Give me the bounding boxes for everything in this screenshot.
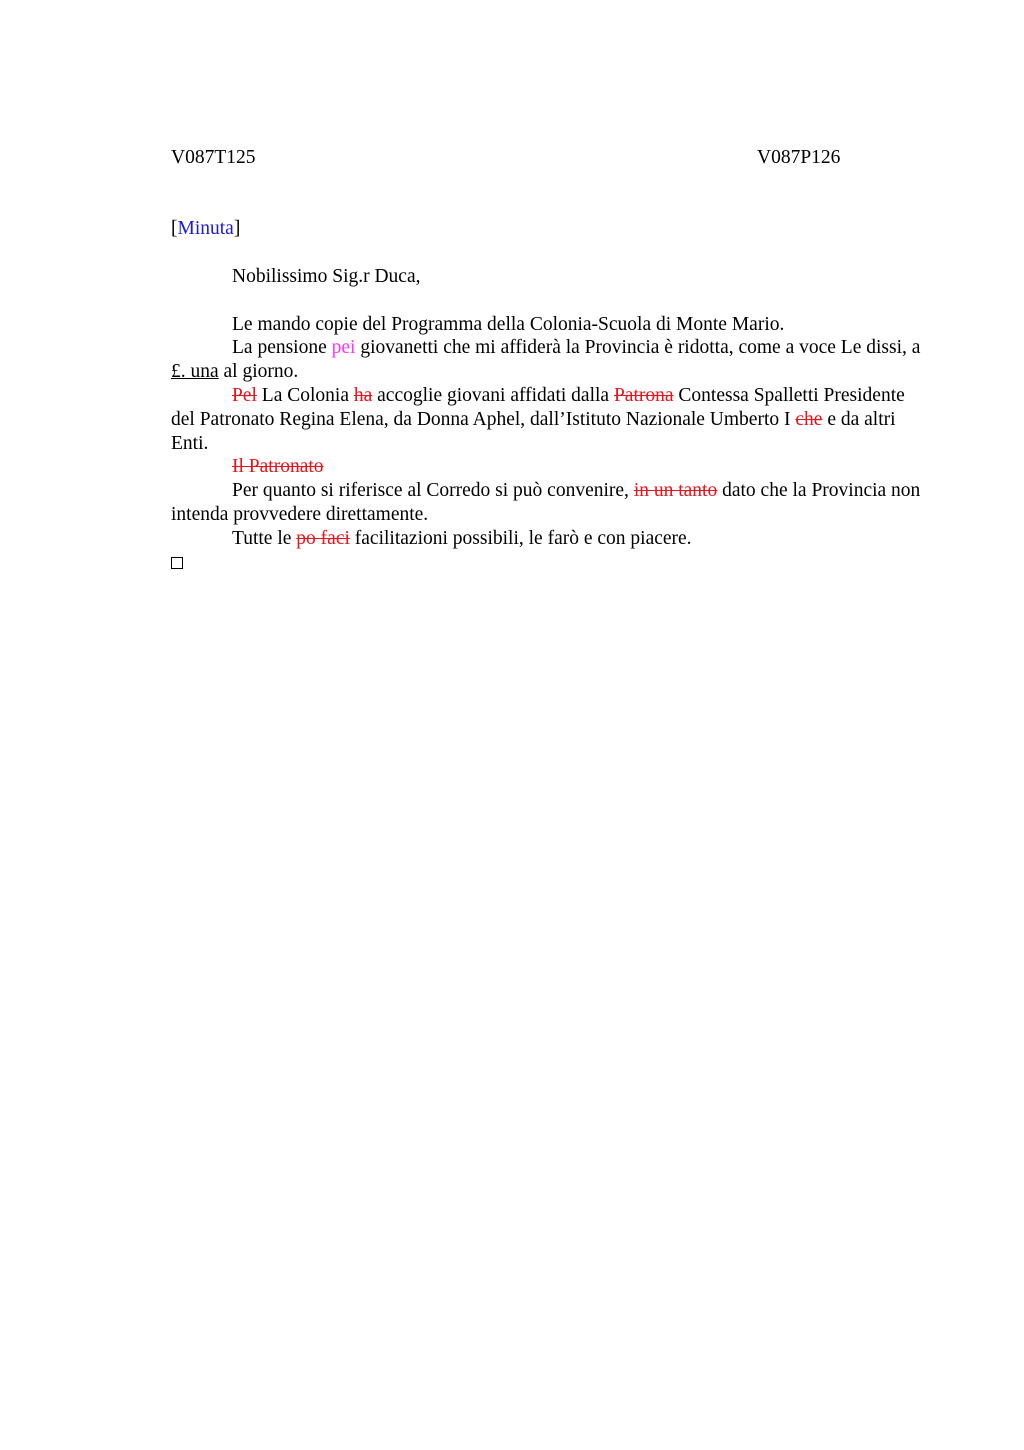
document-code-right: V087P126 [757, 147, 841, 168]
letter-paragraph-4 [171, 455, 931, 479]
document-header [171, 146, 927, 170]
label-close-bracket: ] [233, 218, 241, 239]
p3-deletion-4: che [795, 408, 823, 430]
end-marker [171, 551, 931, 576]
square-outline-icon [171, 557, 183, 569]
document-type-label [171, 217, 240, 241]
letter-body [171, 265, 931, 575]
letter-paragraph-3 [171, 384, 931, 455]
p2-text-b: giovanetti che mi affiderà la Provincia è ridotta, come a voce Le dissi, a [355, 337, 921, 359]
letter-paragraph-6 [171, 527, 931, 551]
p3-text-d: e da altri Enti. [171, 408, 896, 454]
p2-text-a: La pensione [232, 337, 332, 359]
p3-text-b: accoglie giovani affidati dalla [372, 384, 614, 406]
p2-highlighted-word: pei [331, 337, 356, 359]
letter-paragraph-2 [171, 336, 931, 384]
letter-salutation: Nobilissimo Sig.r Duca, [232, 266, 421, 287]
p5-text-a: Per quanto si riferisce al Corredo si può convenire, [232, 480, 634, 502]
p2-amount: £. una [171, 361, 219, 383]
p3-deletion-2: ha [353, 384, 373, 406]
p3-deletion-3: Patrona [613, 384, 674, 406]
p3-text-a: La Colonia [256, 384, 354, 406]
p6-text-a: Tutte le [232, 527, 297, 549]
p6-text-b: facilitazioni possibili, le farò e con piacere. [349, 527, 692, 549]
document-code-left: V087T125 [171, 147, 256, 168]
p3-text-c: Contessa Spalletti Presidente del Patronato Regina Elena, da Donna Aphel, dall’Istituto Nazionale Umberto I [171, 384, 905, 430]
label-open-bracket: [ [171, 218, 178, 239]
p3-deletion-1: Pel [232, 384, 257, 406]
p4-deletion: Il Patronato [232, 456, 324, 478]
p5-deletion: in un tanto [633, 480, 718, 502]
label-text: Minuta [177, 218, 234, 239]
letter-paragraph-5 [171, 479, 931, 527]
p5-text-b: dato che la Provincia non intenda provvedere direttamente. [171, 480, 921, 525]
p2-text-c: al giorno. [218, 361, 299, 383]
letter-paragraph-1: Le mando copie del Programma della Colonia-Scuola di Monte Mario. [232, 313, 785, 335]
p6-deletion: po faci [296, 527, 350, 549]
